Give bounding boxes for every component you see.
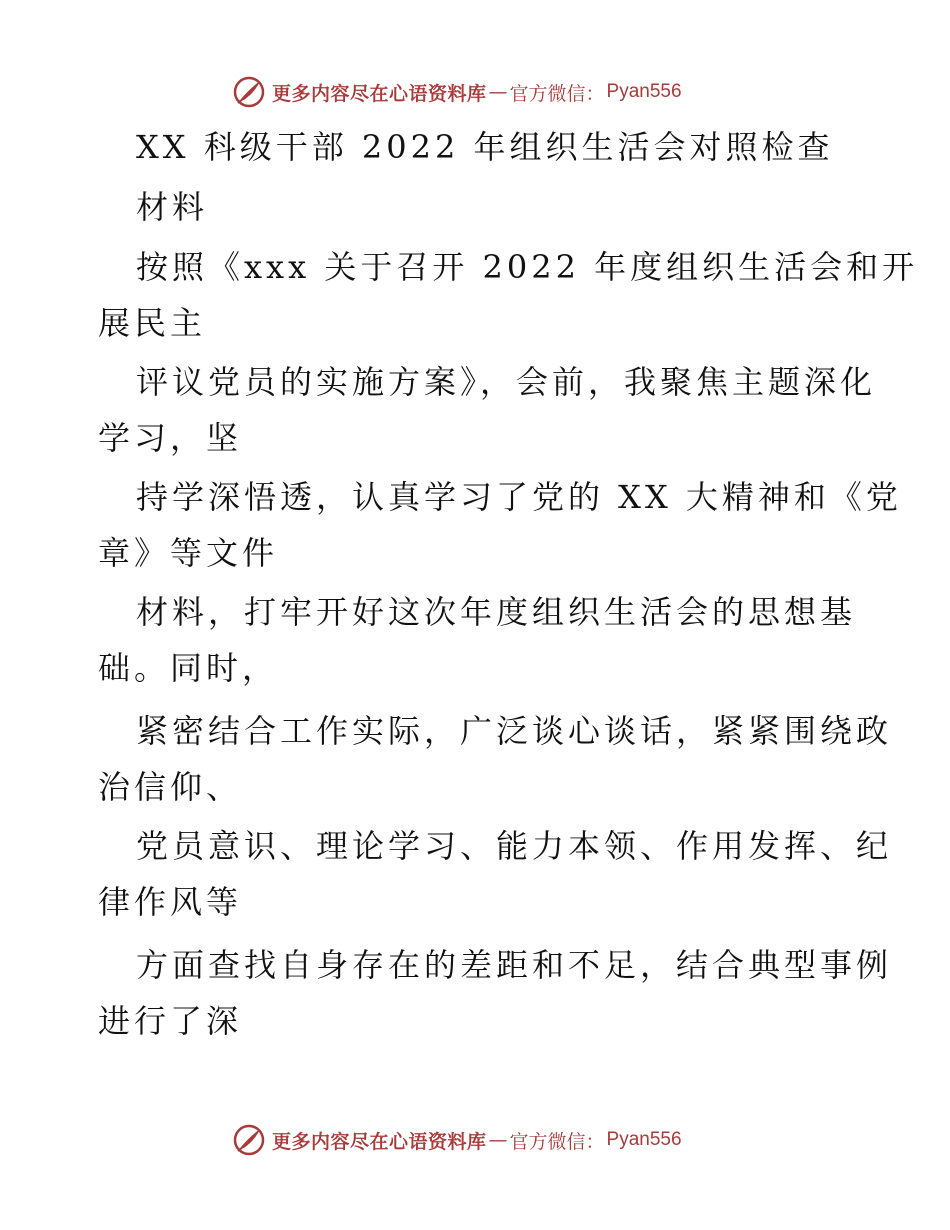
banner-wechat-label: 官方微信： <box>509 82 605 105</box>
paragraph-line: 进行了深 <box>98 1002 243 1040</box>
document-title-line-1: XX 科级干部 2022 年组织生活会对照检查 <box>136 128 834 166</box>
paragraph-line: 方面查找自身存在的差距和不足，结合典型事例 <box>136 946 893 984</box>
footer-banner <box>232 1120 682 1160</box>
paragraph-line: 章》等文件 <box>98 534 279 572</box>
banner-wechat-id: Pyan556 <box>606 81 682 102</box>
paragraph-line: 治信仰、 <box>98 768 243 806</box>
banner-dash: — <box>488 81 508 103</box>
banner-main-text: 更多内容尽在心语资料库 <box>272 82 487 105</box>
banner-wechat-id: Pyan556 <box>606 1129 682 1150</box>
paragraph-line: 材料，打牢开好这次年度组织生活会的思想基 <box>136 593 857 631</box>
paragraph-line: 律作风等 <box>98 883 243 921</box>
paragraph-line: 学习，坚 <box>98 419 243 457</box>
paragraph-line: 持学深悟透，认真学习了党的 XX 大精神和《党 <box>136 478 902 516</box>
paragraph-line: 展民主 <box>98 304 207 342</box>
header-banner <box>232 72 682 112</box>
paragraph-line: 础。同时， <box>98 649 279 687</box>
paragraph-line: 紧密结合工作实际，广泛谈心谈话，紧紧围绕政 <box>136 712 893 750</box>
document-title-line-2: 材料 <box>136 188 209 226</box>
paragraph-line: 党员意识、理论学习、能力本领、作用发挥、纪 <box>136 827 893 865</box>
banner-dash: — <box>488 1129 508 1151</box>
paragraph-line: 按照《xxx 关于召开 2022 年度组织生活会和开 <box>136 248 919 286</box>
quill-logo-icon <box>232 75 266 109</box>
banner-wechat-label: 官方微信： <box>509 1130 605 1153</box>
paragraph-line: 评议党员的实施方案》，会前，我聚焦主题深化 <box>136 363 877 401</box>
banner-main-text: 更多内容尽在心语资料库 <box>272 1130 487 1153</box>
quill-logo-icon <box>232 1123 266 1157</box>
